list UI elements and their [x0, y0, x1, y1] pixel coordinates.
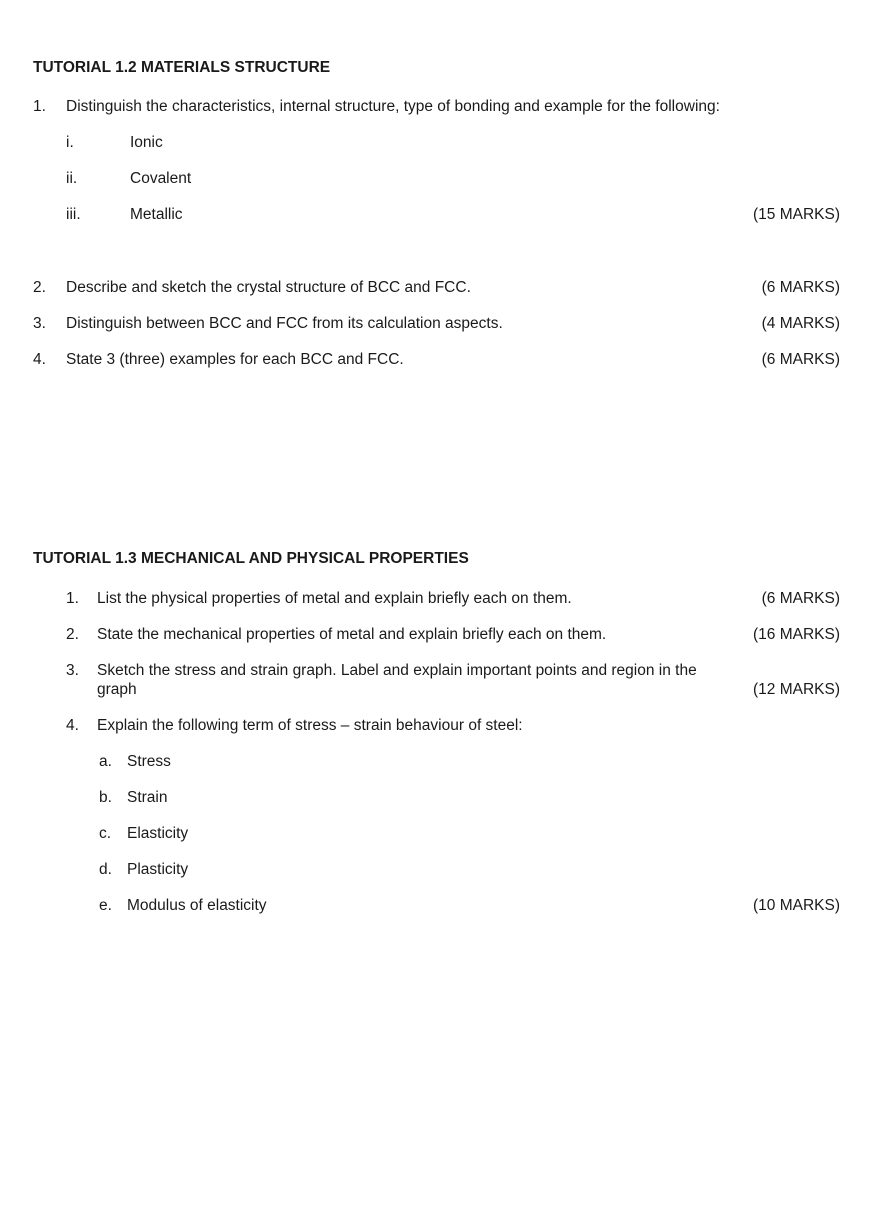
subitem-row: [66, 205, 840, 224]
question-text: List the physical properties of metal and explain briefly each on them.: [97, 590, 572, 607]
section-title: TUTORIAL 1.2 MATERIALS STRUCTURE: [33, 59, 331, 76]
question-number: 1.: [66, 590, 79, 607]
marks-label: (10 MARKS): [753, 897, 840, 914]
question-text: Distinguish the characteristics, internal structure, type of bonding and example for the following:: [66, 98, 720, 115]
subitem-text: Stress: [127, 753, 171, 770]
marks-label: (6 MARKS): [761, 351, 840, 368]
question-text: Explain the following term of stress – strain behaviour of steel:: [97, 717, 523, 734]
subitem-text: Strain: [127, 789, 168, 806]
question-row: [66, 589, 840, 608]
question-text: State the mechanical properties of metal and explain briefly each on them.: [97, 626, 607, 643]
question-text: Describe and sketch the crystal structure of BCC and FCC.: [66, 279, 471, 296]
question-text: State 3 (three) examples for each BCC and FCC.: [66, 351, 404, 368]
subitem-row: [99, 788, 840, 807]
subitem-text: Metallic: [130, 206, 183, 223]
marks-label: (6 MARKS): [761, 279, 840, 296]
question-number: 2.: [66, 626, 79, 643]
marks-label: (16 MARKS): [753, 626, 840, 643]
subitem-label: ii.: [66, 170, 78, 187]
marks-label: (4 MARKS): [761, 315, 840, 332]
question-row: [66, 625, 840, 644]
question-number: 2.: [33, 279, 46, 296]
question-row: [33, 97, 840, 116]
subitem-text: Covalent: [130, 170, 192, 187]
marks-label: (12 MARKS): [753, 681, 840, 698]
marks-label: (15 MARKS): [753, 206, 840, 223]
question-text: Sketch the stress and strain graph. Label and explain important points and region in the graph: [97, 662, 697, 698]
subitem-text: Modulus of elasticity: [127, 897, 267, 914]
question-row: [33, 278, 840, 297]
subitem-row: [99, 860, 840, 879]
question-number: 3.: [66, 662, 79, 679]
subitem-row: [66, 133, 840, 152]
subitem-row: [66, 169, 840, 188]
question-number: 4.: [66, 717, 79, 734]
subitem-text: Ionic: [130, 134, 163, 151]
subitem-label: e.: [99, 897, 112, 914]
subitem-row: [99, 896, 840, 915]
subitem-label: c.: [99, 825, 112, 842]
document-page: [33, 58, 840, 915]
section-tutorial-1-2: [33, 58, 840, 369]
question-number: 4.: [33, 351, 46, 368]
question-row: [66, 716, 840, 735]
subitem-text: Plasticity: [127, 861, 189, 878]
subitem-row: [99, 824, 840, 843]
section-tutorial-1-3: [33, 549, 840, 915]
subitem-text: Elasticity: [127, 825, 189, 842]
subitem-label: d.: [99, 861, 112, 878]
section-title: TUTORIAL 1.3 MECHANICAL AND PHYSICAL PROPERTIES: [33, 550, 469, 567]
question-row: [33, 350, 840, 369]
question-number: 3.: [33, 315, 46, 332]
question-number: 1.: [33, 98, 46, 115]
subitem-label: iii.: [66, 206, 81, 223]
question-row: [33, 314, 840, 333]
subitem-row: [99, 752, 840, 771]
subitem-label: a.: [99, 753, 112, 770]
question-text: Distinguish between BCC and FCC from its calculation aspects.: [66, 315, 503, 332]
marks-label: (6 MARKS): [761, 590, 840, 607]
subitem-label: i.: [66, 134, 74, 151]
subitem-label: b.: [99, 789, 112, 806]
question-row: [66, 661, 840, 699]
